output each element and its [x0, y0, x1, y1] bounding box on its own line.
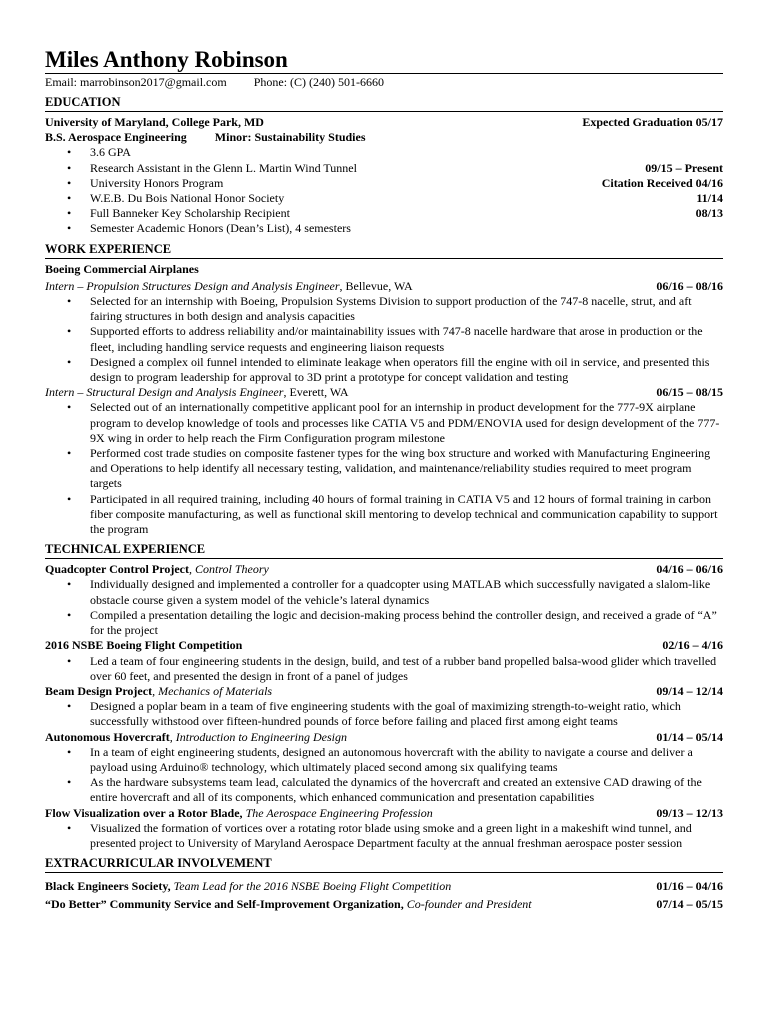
job-bullets	[45, 294, 723, 385]
project-dates: 02/16 – 4/16	[662, 638, 723, 653]
list-item: • As the hardware subsystems team lead, calculated the dynamics of the hovercraft and created an extensive CAD drawing of the entire hovercraft and all of its components, which enhanced communication and presentation capabilities	[45, 775, 723, 805]
job-location: , Everett, WA	[283, 385, 349, 400]
list-item: • Performed cost trade studies on composite fastener types for the wing box structure and worked with Manufacturing Engineering and Operations to help identify all necessary testing, validation, and maintenance/reliability studies required to meet program targets	[45, 446, 723, 492]
project-bullets	[45, 745, 723, 806]
list-item: • Supported efforts to address reliability and/or maintainability issues with 747-8 nacelle hardware that arose in production or the fleet, including handling service requests and engineering liaison requests	[45, 324, 723, 354]
project-course: , Control Theory	[188, 562, 269, 577]
minor-text: Minor: Sustainability Studies	[214, 130, 366, 145]
project-bullets	[45, 577, 723, 638]
job-title: Intern – Structural Design and Analysis Engineer	[45, 385, 284, 400]
activity-org: Black Engineers Society,	[45, 879, 171, 894]
list-item: • Full Banneker Key Scholarship Recipient 08/13	[45, 206, 723, 221]
project-bullets	[45, 699, 723, 729]
project-bullets	[45, 821, 723, 851]
job-location: , Bellevue, WA	[339, 278, 413, 293]
list-item: • Individually designed and implemented a controller for a quadcopter using MATLAB which successfully navigated a slalom-like obstacle course given a system model of the vehicle’s lateral dynamics	[45, 577, 723, 607]
resume-page	[45, 47, 723, 913]
education-list	[45, 145, 723, 236]
project-row	[45, 638, 723, 653]
project-course: , Introduction to Engineering Design	[169, 729, 347, 744]
activity-dates: 01/16 – 04/16	[656, 879, 723, 894]
job-dates: 06/16 – 08/16	[656, 278, 723, 293]
job-bullets	[45, 400, 723, 537]
extracurricular-heading: EXTRACURRICULAR INVOLVEMENT	[45, 856, 723, 873]
project-name: Beam Design Project	[45, 683, 153, 698]
activity-role: Team Lead for the 2016 NSBE Boeing Flight Competition	[170, 879, 452, 894]
job-row	[45, 385, 723, 400]
project-name: 2016 NSBE Boeing Flight Competition	[45, 638, 243, 653]
degree-text: B.S. Aerospace Engineering	[45, 130, 187, 145]
list-item: • Selected out of an internationally competitive applicant pool for an internship in product development for the 777-9X airplane program to develop knowledge of tools and processes like CATIA V5 and PDM/ENOVIA used for design development of the 777-9X wing in order to help reach the Firm Configuration program milestone	[45, 400, 723, 446]
phone-text: Phone: (C) (240) 501-6660	[253, 75, 385, 89]
project-row	[45, 684, 723, 699]
list-item: • Selected for an internship with Boeing, Propulsion Systems Division to support production of the 747-8 nacelle, strut, and aft fairing structures in both design and analysis capacities	[45, 294, 723, 324]
list-item: • In a team of eight engineering students, designed an autonomous hovercraft with the ability to navigate a course and deliver a payload using Arduino® technology, which ultimately placed second among six qualifying teams	[45, 745, 723, 775]
candidate-name: Miles Anthony Robinson	[45, 47, 723, 74]
activity-row	[45, 897, 723, 912]
list-item: • Semester Academic Honors (Dean’s List), 4 semesters	[45, 221, 723, 236]
job-title: Intern – Propulsion Structures Design and Analysis Engineer	[45, 278, 340, 293]
project-name: Flow Visualization over a Rotor Blade,	[45, 805, 243, 820]
activity-dates: 07/14 – 05/15	[656, 897, 723, 912]
education-heading: EDUCATION	[45, 95, 723, 112]
list-item: • University Honors Program Citation Received 04/16	[45, 176, 723, 191]
list-item: • Designed a poplar beam in a team of five engineering students with the goal of maximizing strength-to-weight ratio, which successfully withstood over fifteen-hundred pounds of force before failing and placed first among eight teams	[45, 699, 723, 729]
list-item: • W.E.B. Du Bois National Honor Society 11/14	[45, 191, 723, 206]
degree-row	[45, 130, 723, 145]
project-dates: 04/16 – 06/16	[656, 562, 723, 577]
job-row	[45, 279, 723, 294]
list-item: • Led a team of four engineering students in the design, build, and test of a rubber band propelled balsa-wood glider which travelled over 60 feet, and presented the design in front of a panel of judges	[45, 654, 723, 684]
graduation-date: Expected Graduation 05/17	[582, 115, 723, 129]
project-dates: 09/14 – 12/14	[656, 683, 723, 698]
work-heading: WORK EXPERIENCE	[45, 242, 723, 259]
list-item: • Participated in all required training, including 40 hours of formal training in CATIA V5 and 12 hours of formal training in carbon fiber composite manufacturing, as well as functional skill mentoring to develop technical and communication capability to support the program	[45, 492, 723, 538]
project-name: Autonomous Hovercraft	[45, 729, 170, 744]
project-course: , Mechanics of Materials	[152, 683, 273, 698]
technical-heading: TECHNICAL EXPERIENCE	[45, 542, 723, 559]
job-dates: 06/15 – 08/15	[656, 385, 723, 400]
contact-line	[45, 75, 723, 90]
list-item: • 3.6 GPA	[45, 145, 723, 160]
project-row	[45, 806, 723, 821]
company-name: Boeing Commercial Airplanes	[45, 261, 199, 276]
activity-org: “Do Better” Community Service and Self-Improvement Organization,	[45, 897, 404, 912]
list-item: • Compiled a presentation detailing the logic and decision-making process behind the controller design, and received a grade of “A” for the project	[45, 608, 723, 638]
email-text: Email: marrobinson2017@gmail.com	[45, 75, 227, 89]
list-item: • Visualized the formation of vortices over a rotating rotor blade using smoke and a green light in a makeshift wind tunnel, and presented project to University of Maryland Aerospace Department faculty at the annual freshman aerospace poster session	[45, 821, 723, 851]
project-name: Quadcopter Control Project	[45, 562, 189, 577]
activity-row	[45, 879, 723, 894]
project-dates: 09/13 – 12/13	[656, 805, 723, 820]
list-item: • Research Assistant in the Glenn L. Martin Wind Tunnel 09/15 – Present	[45, 161, 723, 176]
project-row	[45, 562, 723, 577]
school-row	[45, 115, 723, 130]
list-item: • Designed a complex oil funnel intended to eliminate leakage when operators fill the engine with oil in service, and presented this design to program leadership for approval to 3D print a prototype for concept validation and testing	[45, 355, 723, 385]
project-dates: 01/14 – 05/14	[656, 729, 723, 744]
activity-role: Co-founder and President	[403, 897, 532, 912]
project-bullets	[45, 654, 723, 684]
project-row	[45, 730, 723, 745]
project-course: The Aerospace Engineering Profession	[242, 805, 433, 820]
school-name: University of Maryland, College Park, MD	[45, 115, 264, 129]
